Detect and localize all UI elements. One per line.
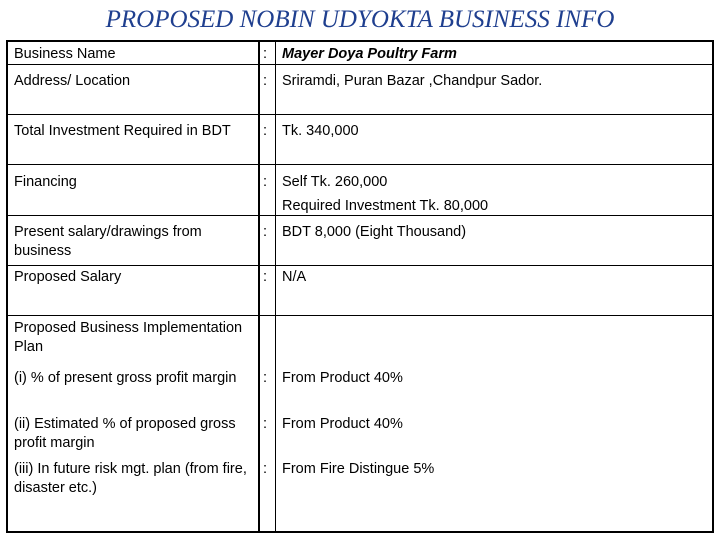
- value-present-salary: BDT 8,000 (Eight Thousand): [282, 224, 467, 240]
- value-business-name: Mayer Doya Poultry Farm: [282, 46, 457, 62]
- colon: :: [263, 269, 268, 285]
- value-proposed-salary: N/A: [282, 269, 307, 285]
- value-address: Sriramdi, Puran Bazar ,Chandpur Sador.: [282, 73, 543, 89]
- value-financing-required: Required Investment Tk. 80,000: [282, 198, 489, 214]
- colon: :: [263, 46, 268, 62]
- label-total-investment: Total Investment Required in BDT: [14, 123, 231, 139]
- column-divider: [275, 42, 276, 531]
- label-present-gross-profit: (i) % of present gross profit margin: [14, 370, 237, 386]
- row-divider: [8, 114, 712, 115]
- colon: :: [263, 123, 268, 139]
- row-divider: [8, 164, 712, 165]
- value-total-investment: Tk. 340,000: [282, 123, 359, 139]
- column-divider: [258, 42, 260, 531]
- value-estimated-gross-profit: From Product 40%: [282, 416, 403, 432]
- row-divider: [8, 265, 712, 266]
- colon: :: [263, 224, 268, 240]
- value-risk-plan: From Fire Distingue 5%: [282, 461, 435, 477]
- label-present-salary: Present salary/drawings from business: [14, 224, 202, 259]
- label-estimated-gross-profit: (ii) Estimated % of proposed gross profit margin: [14, 416, 236, 451]
- label-business-name: Business Name: [14, 46, 116, 62]
- business-info-table: [6, 40, 714, 533]
- row-divider: [8, 315, 712, 316]
- value-financing-self: Self Tk. 260,000: [282, 174, 388, 190]
- value-present-gross-profit: From Product 40%: [282, 370, 403, 386]
- colon: :: [263, 174, 268, 190]
- label-address: Address/ Location: [14, 73, 131, 89]
- label-implementation-plan: Proposed Business Implementation Plan: [14, 320, 243, 355]
- label-proposed-salary: Proposed Salary: [14, 269, 122, 285]
- row-divider: [8, 64, 712, 65]
- colon: :: [263, 73, 268, 89]
- colon: :: [263, 461, 268, 477]
- label-risk-plan: (iii) In future risk mgt. plan (from fire, disaster etc.): [14, 461, 247, 496]
- colon: :: [263, 370, 268, 386]
- page-title: PROPOSED NOBIN UDYOKTA BUSINESS INFO: [105, 6, 615, 33]
- colon: :: [263, 416, 268, 432]
- label-financing: Financing: [14, 174, 77, 190]
